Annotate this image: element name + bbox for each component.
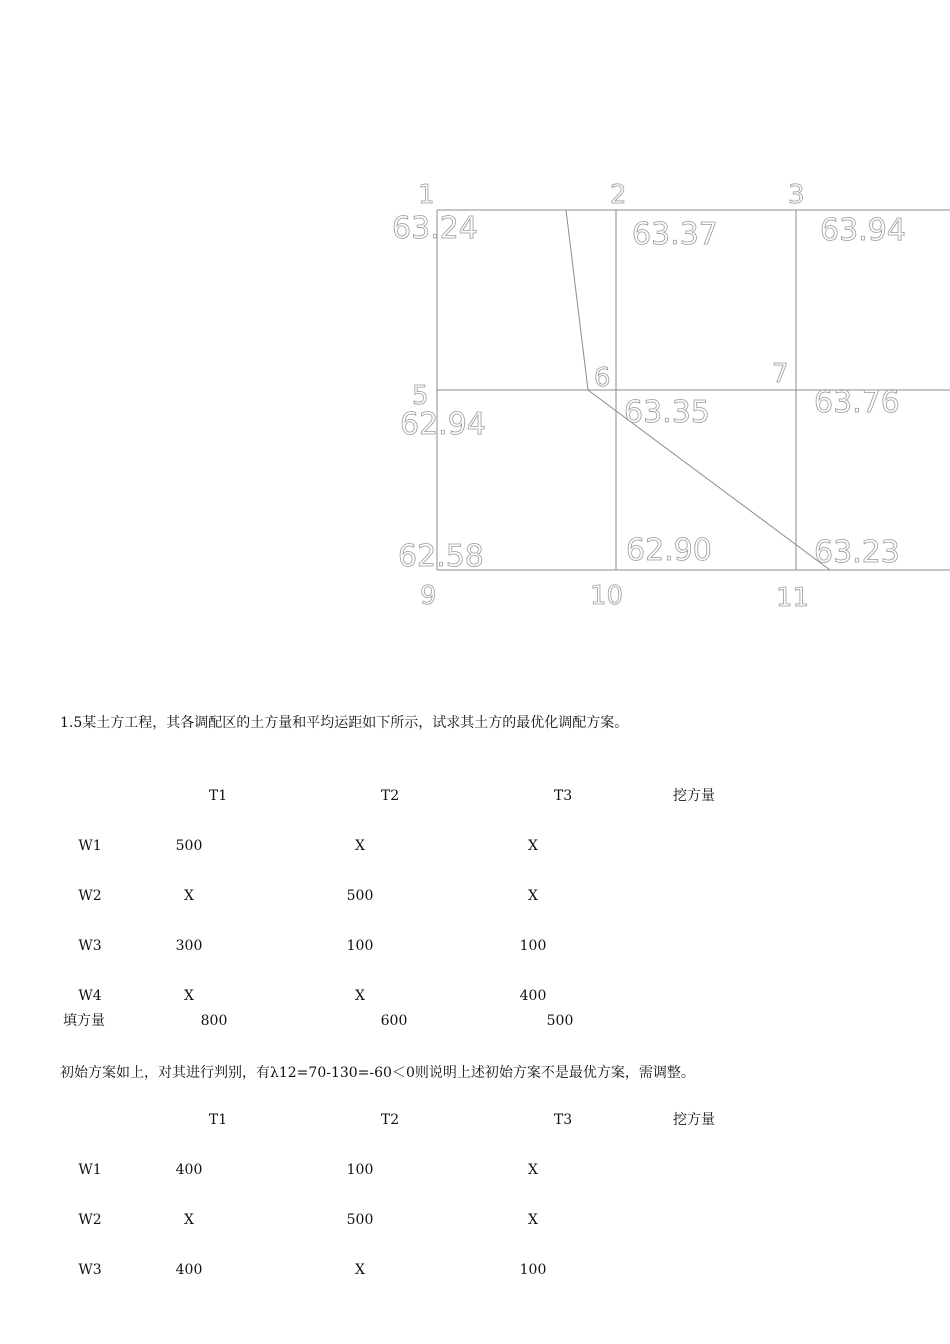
table-cell: X: [355, 838, 365, 854]
table-cell: 500: [346, 1212, 374, 1228]
table-header-cell: T3: [553, 1112, 573, 1128]
point-number-9: 9: [420, 581, 437, 611]
point-number-7: 7: [772, 359, 789, 389]
table-cell: W2: [78, 1212, 102, 1228]
judgement-statement: 初始方案如上，对其进行判别，有λ12=70-130=-60＜0则说明上述初始方案不是最优方案，需调整。: [60, 1065, 695, 1081]
table-cell: X: [355, 1262, 365, 1278]
table-cell: 100: [346, 1162, 374, 1178]
table-cell: W4: [78, 988, 102, 1004]
point-number-5: 5: [412, 381, 429, 411]
elevation-6: 63.35: [624, 395, 710, 430]
table-cell: 100: [519, 1262, 547, 1278]
table-cell: 400: [519, 988, 547, 1004]
point-number-11: 11: [776, 583, 810, 613]
table-cell: 300: [175, 938, 203, 954]
table-header-cell: T3: [553, 788, 573, 804]
point-number-10: 10: [590, 581, 624, 611]
table-header-cell: T1: [208, 788, 228, 804]
table-cell: W2: [78, 888, 102, 904]
table-footer-cell: 600: [380, 1013, 408, 1029]
table-cell: 400: [175, 1162, 203, 1178]
table-cell: X: [184, 1212, 194, 1228]
table-cell: 500: [346, 888, 374, 904]
point-number-6: 6: [594, 363, 611, 393]
table-cell: 100: [346, 938, 374, 954]
elevation-10: 62.90: [626, 533, 712, 568]
table-footer-cell: 500: [546, 1013, 574, 1029]
point-number-2: 2: [610, 180, 627, 210]
elevation-9: 62.58: [398, 539, 484, 574]
point-number-3: 3: [788, 180, 805, 210]
elevation-1: 63.24: [392, 211, 478, 246]
elevation-2: 63.37: [632, 217, 718, 252]
table-cell: 100: [519, 938, 547, 954]
table-header-cell: T2: [380, 788, 400, 804]
table-cell: X: [355, 988, 365, 1004]
table-cell: 400: [175, 1262, 203, 1278]
point-number-1: 1: [418, 180, 435, 210]
table-cell: X: [184, 888, 194, 904]
table-cell: X: [528, 888, 538, 904]
elevation-3: 63.94: [820, 213, 906, 248]
table-header-cell: T1: [208, 1112, 228, 1128]
elevation-5: 62.94: [400, 407, 486, 442]
table-header-cell: 挖方量: [673, 788, 715, 804]
table-footer-cell: 800: [200, 1013, 228, 1029]
elevation-7: 63.76: [814, 385, 900, 420]
table-cell: 500: [175, 838, 203, 854]
table-cell: W1: [78, 838, 102, 854]
problem-statement: 1.5某土方工程，其各调配区的土方量和平均运距如下所示，试求其土方的最优化调配方案。: [60, 715, 629, 731]
table-cell: W1: [78, 1162, 102, 1178]
table-cell: W3: [78, 938, 102, 954]
table-header-cell: T2: [380, 1112, 400, 1128]
table-cell: W3: [78, 1262, 102, 1278]
table-cell: X: [528, 838, 538, 854]
table-header-cell: 挖方量: [673, 1112, 715, 1128]
site-grid-figure: [0, 0, 950, 640]
table-footer-cell: 填方量: [63, 1013, 105, 1029]
table-cell: X: [528, 1212, 538, 1228]
elevation-11: 63.23: [814, 535, 900, 570]
table-cell: X: [528, 1162, 538, 1178]
table-cell: X: [184, 988, 194, 1004]
